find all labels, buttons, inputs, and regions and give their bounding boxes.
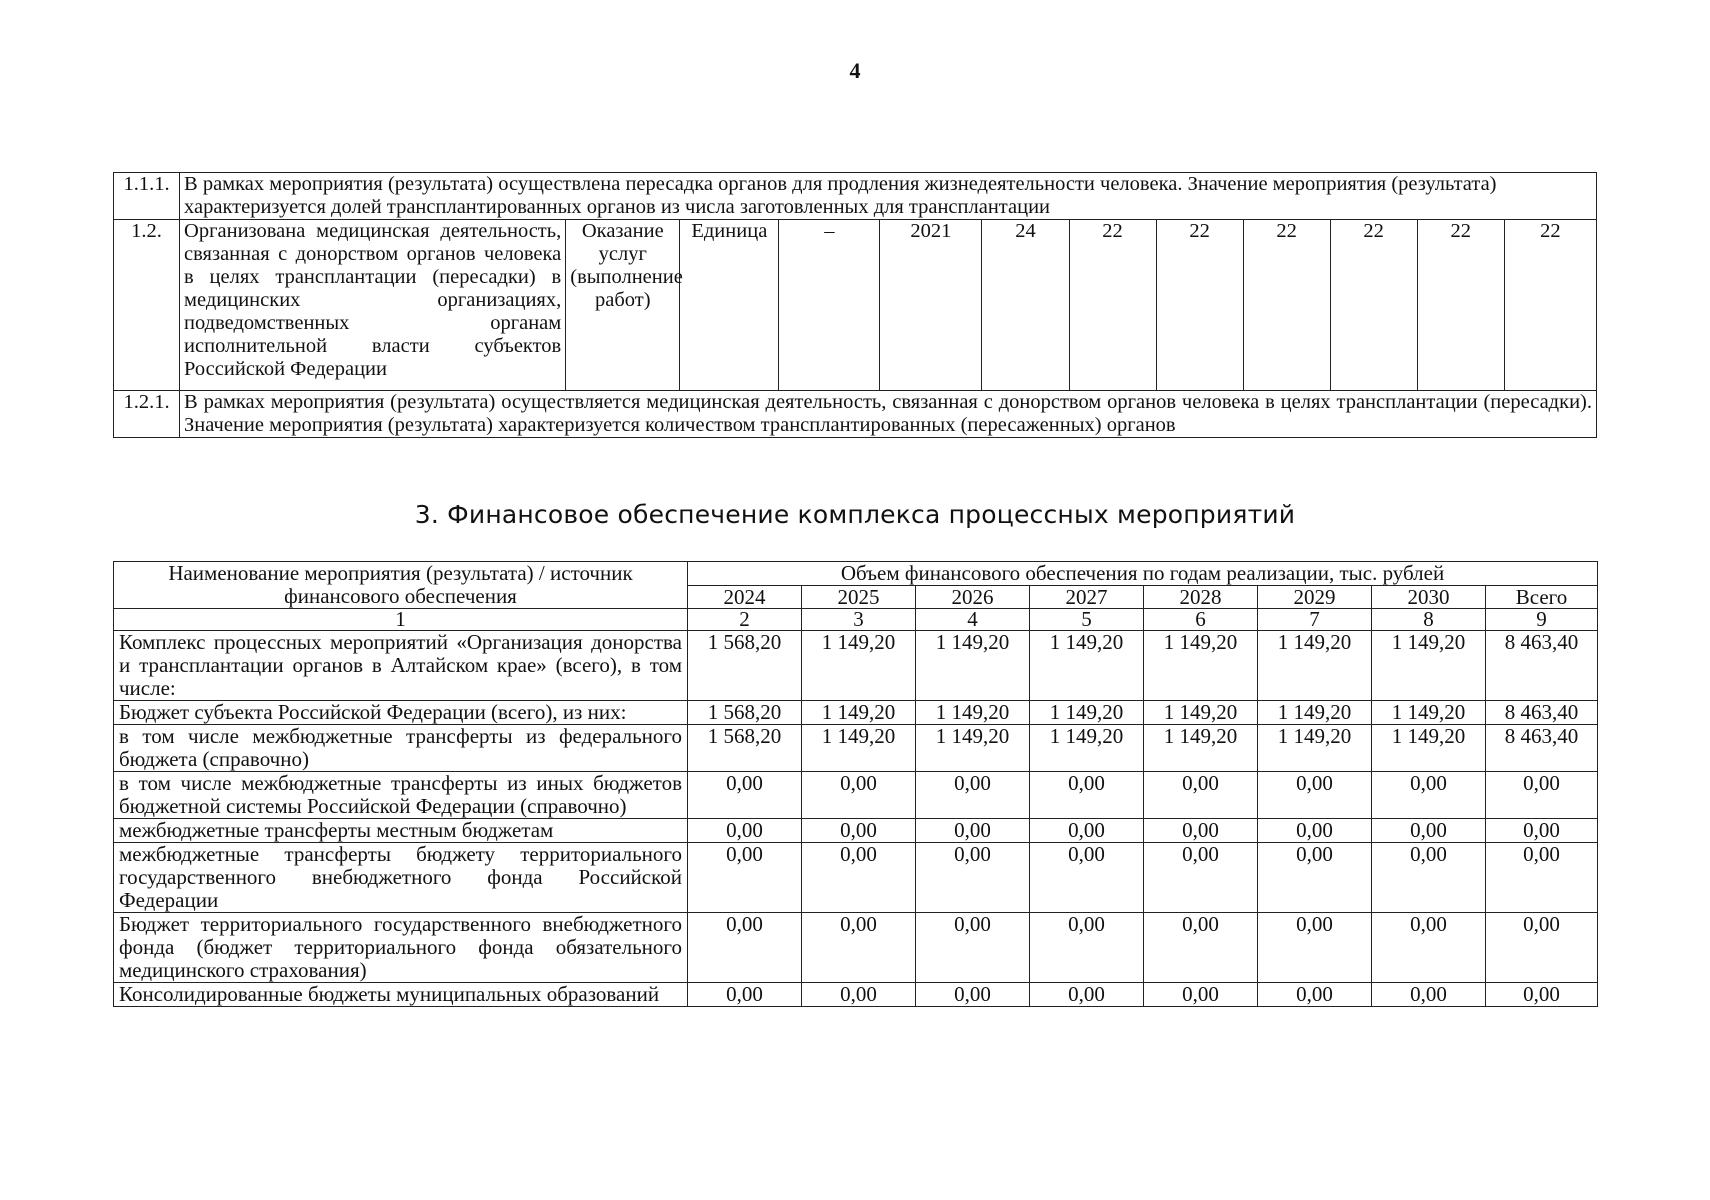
year-header: 2030	[1372, 586, 1486, 609]
row-description: В рамках мероприятия (результата) осуществляется медицинская деятельность, связанная с донорством органов человека в целях трансплантации (пересадки). Значение мероприятия (результата) характеризуется количеством трансплантированных (пересаженных) органов	[180, 391, 1597, 438]
year-amount: 0,00	[688, 983, 802, 1007]
year-amount: 1 149,20	[1258, 701, 1372, 725]
column-number: 7	[1258, 609, 1372, 631]
year-amount: 0,00	[1372, 772, 1486, 819]
table-row	[114, 725, 1598, 772]
year-amount: 0,00	[688, 843, 802, 913]
total-value: 0,00	[1486, 772, 1598, 819]
year-amount: 1 149,20	[1372, 725, 1486, 772]
year-value: 22	[1330, 220, 1417, 391]
year-amount: 0,00	[1372, 819, 1486, 843]
table-row	[114, 391, 1597, 438]
column-number: 4	[916, 609, 1030, 631]
year-amount: 1 149,20	[1258, 631, 1372, 701]
year-amount: 0,00	[802, 913, 916, 983]
table-row	[114, 631, 1598, 701]
year-amount: 1 149,20	[916, 631, 1030, 701]
section-title: 3. Финансовое обеспечение комплекса процессных мероприятий	[414, 500, 1296, 529]
row-number: 1.2.	[114, 220, 180, 391]
year-amount: 1 149,20	[1030, 725, 1144, 772]
year-amount: 1 149,20	[1258, 725, 1372, 772]
table-row	[114, 173, 1597, 220]
year-header: 2027	[1030, 586, 1144, 609]
year-amount: 0,00	[802, 983, 916, 1007]
year-amount: 0,00	[1258, 819, 1372, 843]
year-amount: 0,00	[1372, 913, 1486, 983]
source-name: Бюджет субъекта Российской Федерации (всего), из них:	[114, 701, 688, 725]
source-name: в том числе межбюджетные трансферты из федерального бюджета (справочно)	[114, 725, 688, 772]
header-name: Наименование мероприятия (результата) / источник финансового обеспечения	[114, 562, 688, 609]
column-number: 5	[1030, 609, 1144, 631]
total-value: 0,00	[1486, 819, 1598, 843]
year-amount: 1 149,20	[1030, 631, 1144, 701]
column-number: 8	[1372, 609, 1486, 631]
year-amount: 0,00	[688, 819, 802, 843]
total-value: 8 463,40	[1486, 631, 1598, 701]
year-value: 22	[1243, 220, 1330, 391]
year-amount: 0,00	[916, 843, 1030, 913]
source-name: Комплекс процессных мероприятий «Организация донорства и трансплантации органов в Алтайском крае» (всего), в том числе:	[114, 631, 688, 701]
year-amount: 1 568,20	[688, 725, 802, 772]
year-amount: 0,00	[1258, 772, 1372, 819]
year-amount: 0,00	[1030, 983, 1144, 1007]
table-row	[114, 220, 1597, 391]
year-amount: 0,00	[1144, 843, 1258, 913]
unit-of-measure: Единица	[680, 220, 779, 391]
row-number: 1.2.1.	[114, 391, 180, 438]
year-amount: 0,00	[916, 913, 1030, 983]
total-header: Всего	[1486, 586, 1598, 609]
column-number: 9	[1486, 609, 1598, 631]
year-amount: 0,00	[1258, 843, 1372, 913]
measure-name: Организована медицинская деятельность, связанная с донорством органов человека в целях трансплантации (пересадки) в медицинских организациях, подведомственных органам исполнительной власти субъектов Российской Федерации	[180, 220, 566, 391]
year-amount: 0,00	[1372, 843, 1486, 913]
total-value: 0,00	[1486, 983, 1598, 1007]
year-value: 22	[1156, 220, 1243, 391]
table-row	[114, 913, 1598, 983]
measure-type: Оказание услуг (выполнение работ)	[566, 220, 680, 391]
page-number: 4	[849, 58, 861, 83]
column-number: 3	[802, 609, 916, 631]
year-amount: 0,00	[1144, 772, 1258, 819]
source-name: Консолидированные бюджеты муниципальных образований	[114, 983, 688, 1007]
year-amount: 1 149,20	[1144, 631, 1258, 701]
year-value: 24	[982, 220, 1069, 391]
year-amount: 0,00	[1030, 913, 1144, 983]
source-name: в том числе межбюджетные трансферты из иных бюджетов бюджетной системы Российской Федерации (справочно)	[114, 772, 688, 819]
total-value: 8 463,40	[1486, 701, 1598, 725]
total-value: 0,00	[1486, 843, 1598, 913]
year-header: 2024	[688, 586, 802, 609]
year-amount: 0,00	[1030, 843, 1144, 913]
year-amount: 0,00	[1144, 819, 1258, 843]
year-amount: 1 149,20	[1030, 701, 1144, 725]
year-amount: 0,00	[1258, 983, 1372, 1007]
source-name: межбюджетные трансферты местным бюджетам	[114, 819, 688, 843]
year-value: 22	[1504, 220, 1596, 391]
year-amount: 0,00	[688, 913, 802, 983]
year-amount: 0,00	[688, 772, 802, 819]
year-header: 2029	[1258, 586, 1372, 609]
year-amount: 1 149,20	[1144, 725, 1258, 772]
indicators-table-continuation	[113, 172, 1597, 438]
financing-table	[113, 561, 1598, 1007]
column-number: 1	[114, 609, 688, 631]
year-amount: 0,00	[916, 983, 1030, 1007]
table-row	[114, 701, 1598, 725]
year-amount: 0,00	[1258, 913, 1372, 983]
year-amount: 0,00	[1030, 772, 1144, 819]
year-amount: 1 149,20	[916, 725, 1030, 772]
table-row	[114, 819, 1598, 843]
base-value: –	[779, 220, 880, 391]
year-amount: 1 149,20	[1144, 701, 1258, 725]
year-amount: 1 149,20	[802, 631, 916, 701]
table-row	[114, 843, 1598, 913]
year-amount: 0,00	[802, 843, 916, 913]
table-row	[114, 772, 1598, 819]
header-row	[114, 562, 1598, 586]
year-amount: 0,00	[802, 772, 916, 819]
year-amount: 1 149,20	[1372, 701, 1486, 725]
column-number: 6	[1144, 609, 1258, 631]
year-amount: 1 568,20	[688, 631, 802, 701]
total-value: 0,00	[1486, 913, 1598, 983]
year-amount: 1 568,20	[688, 701, 802, 725]
financing-rows	[114, 631, 1598, 1007]
year-amount: 1 149,20	[802, 725, 916, 772]
year-header: 2026	[916, 586, 1030, 609]
year-amount: 1 149,20	[802, 701, 916, 725]
year-amount: 0,00	[802, 819, 916, 843]
year-amount: 1 149,20	[916, 701, 1030, 725]
column-numbers-row	[114, 609, 1598, 631]
year-amount: 0,00	[916, 772, 1030, 819]
year-header: 2028	[1144, 586, 1258, 609]
table-row	[114, 983, 1598, 1007]
source-name: межбюджетные трансферты бюджету территориального государственного внебюджетного фонда Российской Федерации	[114, 843, 688, 913]
year-value: 22	[1417, 220, 1504, 391]
year-header: 2025	[802, 586, 916, 609]
row-number: 1.1.1.	[114, 173, 180, 220]
year-amount: 0,00	[1372, 983, 1486, 1007]
column-number: 2	[688, 609, 802, 631]
source-name: Бюджет территориального государственного внебюджетного фонда (бюджет территориального фонда обязательного медицинского страхования)	[114, 913, 688, 983]
year-amount: 0,00	[1144, 913, 1258, 983]
row-description: В рамках мероприятия (результата) осуществлена пересадка органов для продления жизнедеятельности человека. Значение мероприятия (результата) характеризуется долей трансплантированных органов из числа заготовленных для трансплантации	[180, 173, 1597, 220]
base-year: 2021	[880, 220, 982, 391]
year-amount: 0,00	[916, 819, 1030, 843]
total-value: 8 463,40	[1486, 725, 1598, 772]
header-volume: Объем финансового обеспечения по годам реализации, тыс. рублей	[688, 562, 1598, 586]
year-value: 22	[1069, 220, 1156, 391]
year-amount: 0,00	[1144, 983, 1258, 1007]
year-amount: 1 149,20	[1372, 631, 1486, 701]
year-amount: 0,00	[1030, 819, 1144, 843]
